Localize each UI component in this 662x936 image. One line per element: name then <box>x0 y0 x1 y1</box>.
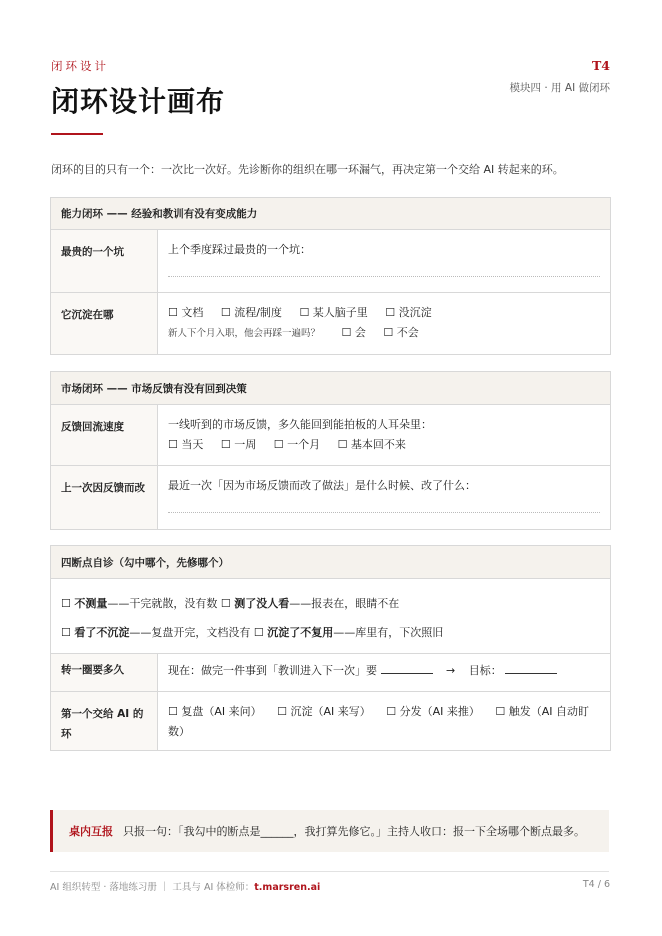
row-content <box>158 293 610 354</box>
cycle-now-blank[interactable] <box>381 661 433 674</box>
callout-box <box>50 810 609 852</box>
checkbox-measured-unseen[interactable]: ☐ 测了没人看——报表在，眼睛不在 <box>220 597 400 610</box>
row-content <box>158 692 610 750</box>
checkbox-option[interactable]: ☐ 当天 <box>168 438 204 451</box>
page-number: T4 / 6 <box>582 879 610 890</box>
checkbox-not-measured[interactable]: ☐ 不测量——干完就散，没有数 <box>61 597 218 610</box>
row-label: 它沉淀在哪 <box>51 293 158 354</box>
checkbox-option[interactable]: ☐ 分发（AI 来推） <box>386 705 480 718</box>
callout-text: 只报一句：「我勾中的断点是______，我打算先修它。」主持人收口：报一下全场哪个断点最多。 <box>123 825 585 838</box>
answer-line[interactable] <box>168 276 600 277</box>
title-underline <box>51 133 103 135</box>
row-content <box>158 230 610 292</box>
intro-text: 闭环的目的只有一个：一次比一次好。先诊断你的组织在哪一环漏气，再决定第一个交给 AI 转起来的环。 <box>51 163 564 176</box>
checkbox-option[interactable]: ☐ 某人脑子里 <box>299 306 368 319</box>
checkbox-option[interactable]: ☐ 会 <box>341 326 366 339</box>
table-row <box>51 293 610 354</box>
answer-line[interactable] <box>168 512 600 513</box>
table-row <box>51 692 610 750</box>
checkbox-captured-not-reused[interactable]: ☐ 沉淀了不复用——库里有，下次照旧 <box>253 626 444 639</box>
row-label: 最贵的一个坑 <box>51 230 158 292</box>
checkbox-option[interactable]: ☐ 一周 <box>220 438 257 451</box>
table-row <box>51 654 610 692</box>
checkbox-option[interactable]: ☐ 一个月 <box>273 438 321 451</box>
table-row <box>51 230 610 293</box>
row-content <box>158 405 610 465</box>
checkbox-option[interactable]: ☐ 触发（AI 自动盯数） <box>168 705 589 738</box>
callout-label: 桌内互报 <box>69 825 113 838</box>
row-label: 反馈回流速度 <box>51 405 158 465</box>
row-content <box>158 466 610 529</box>
row-prompt: 上个季度踩过最贵的一个坑： <box>168 243 311 256</box>
checkbox-option[interactable]: ☐ 不会 <box>383 326 419 339</box>
question-text: 新人下个月入职，他会再踩一遍吗？ <box>168 328 321 339</box>
cycle-target-text: 目标： <box>468 664 502 677</box>
row-label: 转一圈要多久 <box>51 654 158 691</box>
arrow-icon: → <box>446 664 456 677</box>
row-label: 上一次因反馈而改 <box>51 466 158 529</box>
row-prompt: 最近一次「因为市场反馈而改了做法」是什么时候、改了什么： <box>168 479 476 492</box>
section-market-loop <box>50 371 611 530</box>
row-content <box>158 654 610 691</box>
section-header: 能力闭环 —— 经验和教训有没有变成能力 <box>51 198 610 230</box>
cycle-now-text: 现在：做完一件事到「教训进入下一次」要 <box>168 664 377 677</box>
checkbox-option[interactable]: ☐ 基本回不来 <box>337 438 406 451</box>
checkbox-option[interactable]: ☐ 复盘（AI 来问） <box>168 705 262 718</box>
footer <box>50 879 320 893</box>
section-header: 四断点自诊（勾中哪个，先修哪个） <box>51 546 610 579</box>
module-label: 模块四 · 用 AI 做闭环 <box>509 82 610 94</box>
tool-code: T4 <box>592 58 610 73</box>
checkbox-option[interactable]: ☐ 沉淀（AI 来写） <box>277 705 371 718</box>
table-row <box>51 466 610 529</box>
table-row <box>51 405 610 466</box>
page-title: 闭环设计画布 <box>51 85 226 118</box>
checkbox-option[interactable]: ☐ 流程/制度 <box>220 306 282 319</box>
row-prompt: 一线听到的市场反馈，多久能回到能拍板的人耳朵里： <box>168 418 432 431</box>
footer-link[interactable]: t.marsren.ai <box>254 882 321 893</box>
checkbox-option[interactable]: ☐ 没沉淀 <box>385 306 432 319</box>
footer-divider <box>50 871 609 872</box>
checkbox-option[interactable]: ☐ 文档 <box>168 306 204 319</box>
breakpoint-options <box>51 579 610 654</box>
cycle-target-blank[interactable] <box>505 661 557 674</box>
section-capability-loop <box>50 197 611 355</box>
section-header: 市场闭环 —— 市场反馈有没有回到决策 <box>51 372 610 405</box>
section-kicker: 闭环设计 <box>51 59 109 73</box>
section-breakpoint-diagnosis <box>50 545 611 751</box>
checkbox-seen-not-captured[interactable]: ☐ 看了不沉淀——复盘开完，文档没有 <box>61 626 251 639</box>
row-label: 第一个交给 AI 的环 <box>51 692 158 750</box>
footer-text: AI 组织转型 · 落地练习册 ｜ 工具与 AI 体检师： <box>50 882 255 893</box>
